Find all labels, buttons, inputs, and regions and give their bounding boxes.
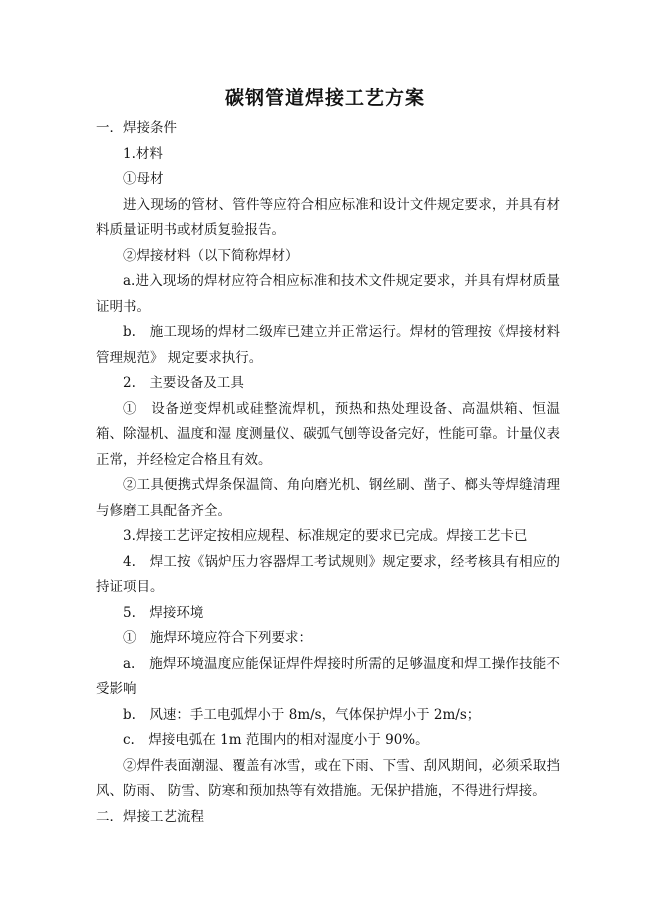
item-welding-materials: ②焊接材料（以下简称焊材） (123, 247, 299, 264)
paragraph-environment-c: c. 焊接电弧在 1m 范围内的相对湿度小于 90%。 (123, 732, 429, 748)
document-title: 碳钢管道焊接工艺方案 (224, 87, 425, 109)
document-body (96, 116, 560, 830)
item-environment-requirements: ① 施焊环境应符合下列要求： (123, 630, 312, 646)
paragraph-welding-materials-a: a.进入现场的焊材应符合相应标准和技术文件规定要求，并具有焊材质量证明书。 (96, 273, 560, 315)
paragraph-welding-materials-b: b. 施工现场的焊材二级库已建立并正常运行。焊材的管理按《焊接材料管理规范》 规定要求执行。 (96, 324, 560, 366)
paragraph-environment-b: b. 风速：手工电弧焊小于 8m/s，气体保护焊小于 2m/s； (123, 706, 481, 723)
section-heading-welding-process: 二．焊接工艺流程 (96, 808, 204, 825)
paragraph-equipment: ① 设备逆变焊机或硅整流焊机，预热和热处理设备、高温烘箱、恒温箱、除湿机、温度和湿 度测量仪、碳弧气刨等设备完好，性能可靠。计量仪表正常，并经检定合格且有效。 (96, 400, 560, 468)
item-base-metal: ①母材 (123, 171, 164, 187)
paragraph-environment-a: a. 施焊环境温度应能保证焊件焊接时所需的足够温度和焊工操作技能不受影响 (96, 655, 560, 697)
subsection-equipment-tools: 2. 主要设备及工具 (123, 375, 244, 391)
paragraph-base-metal-requirements: 进入现场的管材、管件等应符合相应标准和设计文件规定要求，并具有材料质量证明书或材质复验报告。 (96, 196, 560, 238)
paragraph-protective-measures: ②焊件表面潮湿、覆盖有冰雪，或在下雨、下雪、刮风期间，必须采取挡风、防雨、 防雪、防寒和预加热等有效措施。无保护措施，不得进行焊接。 (96, 757, 560, 799)
subsection-welding-environment: 5. 焊接环境 (123, 604, 204, 621)
paragraph-welder-certification: 4. 焊工按《锅炉压力容器焊工考试规则》规定要求，经考核具有相应的持证项目。 (96, 553, 560, 595)
subsection-materials: 1.材料 (123, 145, 163, 162)
paragraph-procedure-qualification: 3.焊接工艺评定按相应规程、标准规定的要求已完成。焊接工艺卡已 (123, 528, 528, 544)
section-heading-welding-conditions: 一．焊接条件 (96, 120, 177, 136)
paragraph-tools: ②工具便携式焊条保温筒、角向磨光机、钢丝刷、凿子、榔头等焊缝清理与修磨工具配备齐全。 (96, 477, 560, 519)
